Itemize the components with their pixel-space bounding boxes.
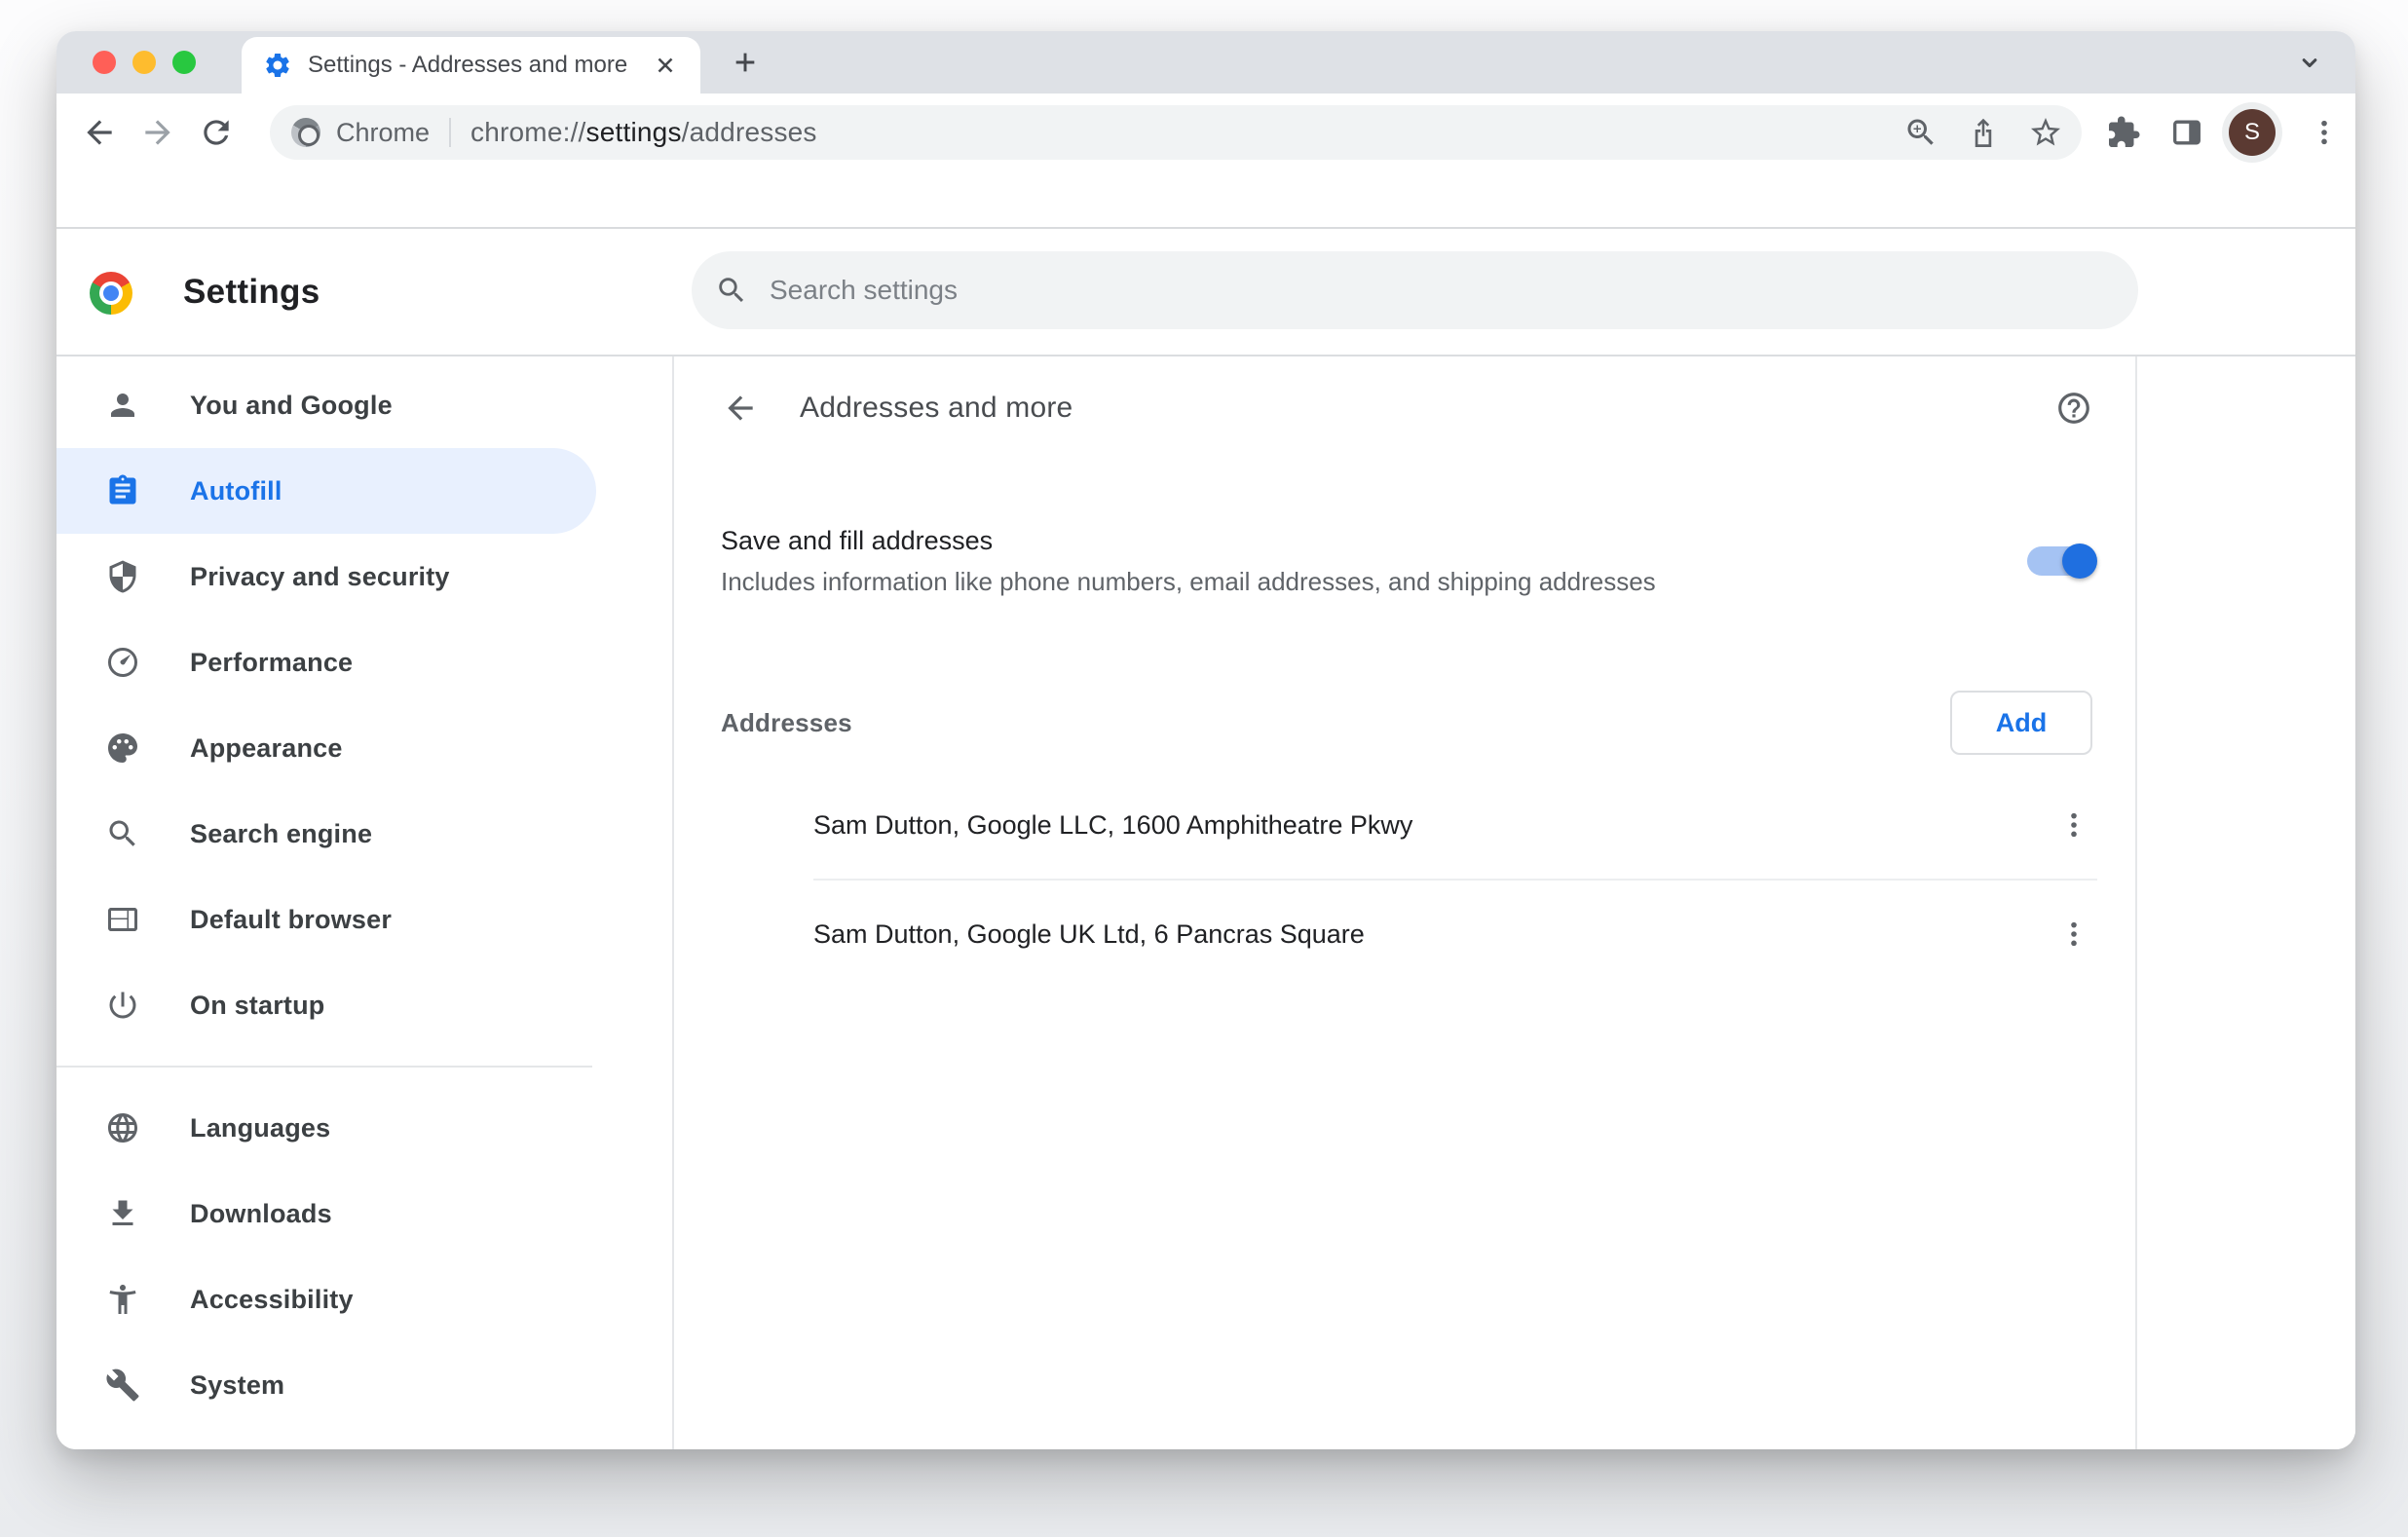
chrome-logo-icon (90, 272, 132, 315)
addresses-section-header (674, 684, 2135, 762)
sidebar-item-search-engine[interactable]: Search engine (56, 791, 596, 877)
sidebar-item-default-browser[interactable]: Default browser (56, 877, 596, 962)
share-icon[interactable] (1960, 109, 2007, 156)
browser-toolbar (56, 94, 2355, 171)
profile-avatar[interactable]: S (2229, 109, 2276, 156)
addresses-content (674, 356, 2137, 1449)
minimize-window-button[interactable] (132, 51, 156, 74)
address-bar[interactable] (270, 105, 2082, 160)
subpage-back-arrow-icon[interactable] (717, 385, 764, 431)
fullscreen-window-button[interactable] (172, 51, 196, 74)
person-icon (105, 388, 140, 423)
address-row[interactable] (813, 771, 2097, 879)
forward-icon[interactable] (134, 109, 181, 156)
speedometer-icon (105, 645, 140, 680)
save-addresses-toggle[interactable] (2027, 546, 2095, 576)
chrome-logo-gray-icon (291, 118, 320, 147)
settings-body (56, 356, 2355, 1449)
tab-list-chevron-icon[interactable] (2286, 39, 2333, 86)
sidebar-item-downloads[interactable]: Downloads (56, 1171, 596, 1256)
sidebar-item-appearance[interactable]: Appearance (56, 705, 596, 791)
accessibility-icon (105, 1282, 140, 1317)
omnibox-divider (449, 118, 451, 147)
settings-sidebar (56, 356, 674, 1449)
tab-strip (56, 31, 2355, 94)
address-row[interactable] (813, 881, 2097, 988)
save-and-fill-subtitle: Includes information like phone numbers, email addresses, and shipping addresses (721, 567, 1656, 596)
bookmarks-bar-area (56, 171, 2355, 229)
sidebar-item-on-startup[interactable]: On startup (56, 962, 596, 1048)
site-label: Chrome (336, 117, 431, 147)
download-icon (105, 1196, 140, 1231)
zoom-icon[interactable] (1898, 109, 1944, 156)
address-text: Sam Dutton, Google UK Ltd, 6 Pancras Square (813, 918, 1365, 949)
new-tab-button[interactable] (722, 39, 769, 86)
settings-page (56, 229, 2355, 1449)
reload-icon[interactable] (193, 109, 240, 156)
settings-header (56, 229, 2355, 356)
sidebar-item-languages[interactable]: Languages (56, 1085, 596, 1171)
add-address-button[interactable]: Add (1950, 691, 2092, 755)
window-controls (93, 51, 196, 74)
sidebar-item-system[interactable]: System (56, 1342, 596, 1428)
address-menu-kebab-icon[interactable] (2051, 911, 2097, 957)
address-list (813, 771, 2097, 988)
bookmark-star-icon[interactable] (2022, 109, 2069, 156)
shield-icon (105, 559, 140, 594)
browser-menu-kebab-icon[interactable] (2301, 109, 2348, 156)
extensions-puzzle-icon[interactable] (2100, 109, 2147, 156)
subpage-title: Addresses and more (800, 391, 1073, 424)
globe-icon (105, 1110, 140, 1145)
tab-title: Settings - Addresses and more (308, 52, 628, 78)
address-text: Sam Dutton, Google LLC, 1600 Amphitheatre Pkwy (813, 809, 1413, 840)
save-and-fill-title: Save and fill addresses (721, 526, 994, 555)
sidebar-divider (56, 1066, 592, 1068)
addresses-label: Addresses (721, 707, 852, 737)
magnifier-icon (105, 816, 140, 851)
sidebar-item-you-and-google[interactable]: You and Google (56, 362, 596, 448)
browser-window-icon (105, 902, 140, 937)
back-icon[interactable] (76, 109, 123, 156)
settings-search-box[interactable] (692, 251, 2138, 329)
address-menu-kebab-icon[interactable] (2051, 802, 2097, 848)
power-icon (105, 988, 140, 1023)
help-icon[interactable] (2051, 385, 2097, 431)
url-text: chrome://settings/addresses (470, 117, 817, 147)
settings-gear-favicon (263, 51, 292, 80)
save-and-fill-row (674, 520, 2135, 602)
side-panel-icon[interactable] (2163, 109, 2210, 156)
sidebar-item-accessibility[interactable]: Accessibility (56, 1256, 596, 1342)
tab-close-icon[interactable] (646, 46, 685, 85)
browser-window (56, 31, 2355, 1449)
search-input[interactable] (770, 275, 2115, 306)
wrench-icon (105, 1368, 140, 1403)
palette-icon (105, 731, 140, 766)
search-icon (715, 274, 748, 307)
clipboard-icon (105, 473, 140, 508)
sidebar-item-performance[interactable]: Performance (56, 619, 596, 705)
sidebar-item-privacy-and-security[interactable]: Privacy and security (56, 534, 596, 619)
close-window-button[interactable] (93, 51, 116, 74)
toggle-knob (2062, 544, 2097, 579)
scroll-gutter (2137, 356, 2355, 1449)
sidebar-item-autofill[interactable]: Autofill (56, 448, 596, 534)
subpage-header (674, 356, 2135, 459)
page-title: Settings (183, 272, 320, 311)
browser-tab[interactable] (242, 37, 700, 94)
